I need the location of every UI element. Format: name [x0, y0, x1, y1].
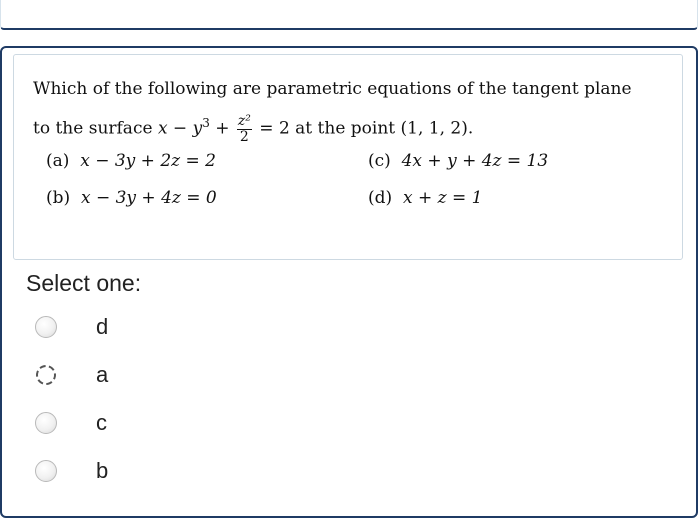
answer-choice-b[interactable]	[32, 454, 332, 494]
answer-choice-a[interactable]	[32, 358, 332, 398]
question-text-box	[13, 54, 683, 260]
option-d-tag: (d)	[368, 188, 393, 208]
answer-label-a[interactable]: a	[96, 362, 109, 387]
answer-label-c[interactable]: c	[96, 410, 107, 435]
option-a	[46, 151, 216, 171]
answer-label-d[interactable]: d	[96, 314, 109, 339]
surface-equation-part: x − y	[157, 118, 203, 139]
radio-button-c[interactable]	[35, 412, 57, 434]
question-line-2-post: = 2 at the point (1, 1, 2).	[253, 118, 474, 139]
question-text	[33, 72, 673, 146]
question-line-2	[33, 106, 673, 146]
option-a-tag: (a)	[46, 151, 70, 171]
option-d	[368, 188, 482, 208]
fraction-numerator: z²	[237, 112, 251, 129]
option-c-tag: (c)	[368, 151, 391, 171]
previous-question-frame	[0, 0, 698, 30]
option-c	[368, 151, 548, 171]
answer-label-b[interactable]: b	[96, 458, 109, 483]
fraction-denominator: 2	[239, 128, 249, 145]
plus-sign: +	[209, 118, 235, 139]
answer-choice-c[interactable]	[32, 406, 332, 446]
option-c-equation: 4x + y + 4z = 13	[401, 151, 549, 171]
question-line-1: Which of the following are parametric equations of the tangent plane	[33, 79, 632, 99]
option-b-tag: (b)	[46, 188, 71, 208]
option-b-equation: x − 3y + 4z = 0	[80, 188, 217, 208]
radio-button-d[interactable]	[35, 316, 57, 338]
exponent: 3	[202, 116, 210, 130]
option-a-equation: x − 3y + 2z = 2	[80, 151, 216, 171]
answer-choice-d[interactable]	[32, 310, 332, 350]
radio-button-b[interactable]	[35, 460, 57, 482]
option-b	[46, 188, 217, 208]
question-panel	[0, 46, 698, 518]
option-d-equation: x + z = 1	[402, 188, 483, 208]
question-line-2-pre: to the surface	[33, 118, 158, 139]
fraction	[237, 114, 252, 145]
loading-spinner-icon[interactable]	[33, 362, 59, 388]
select-one-label: Select one:	[26, 270, 142, 296]
